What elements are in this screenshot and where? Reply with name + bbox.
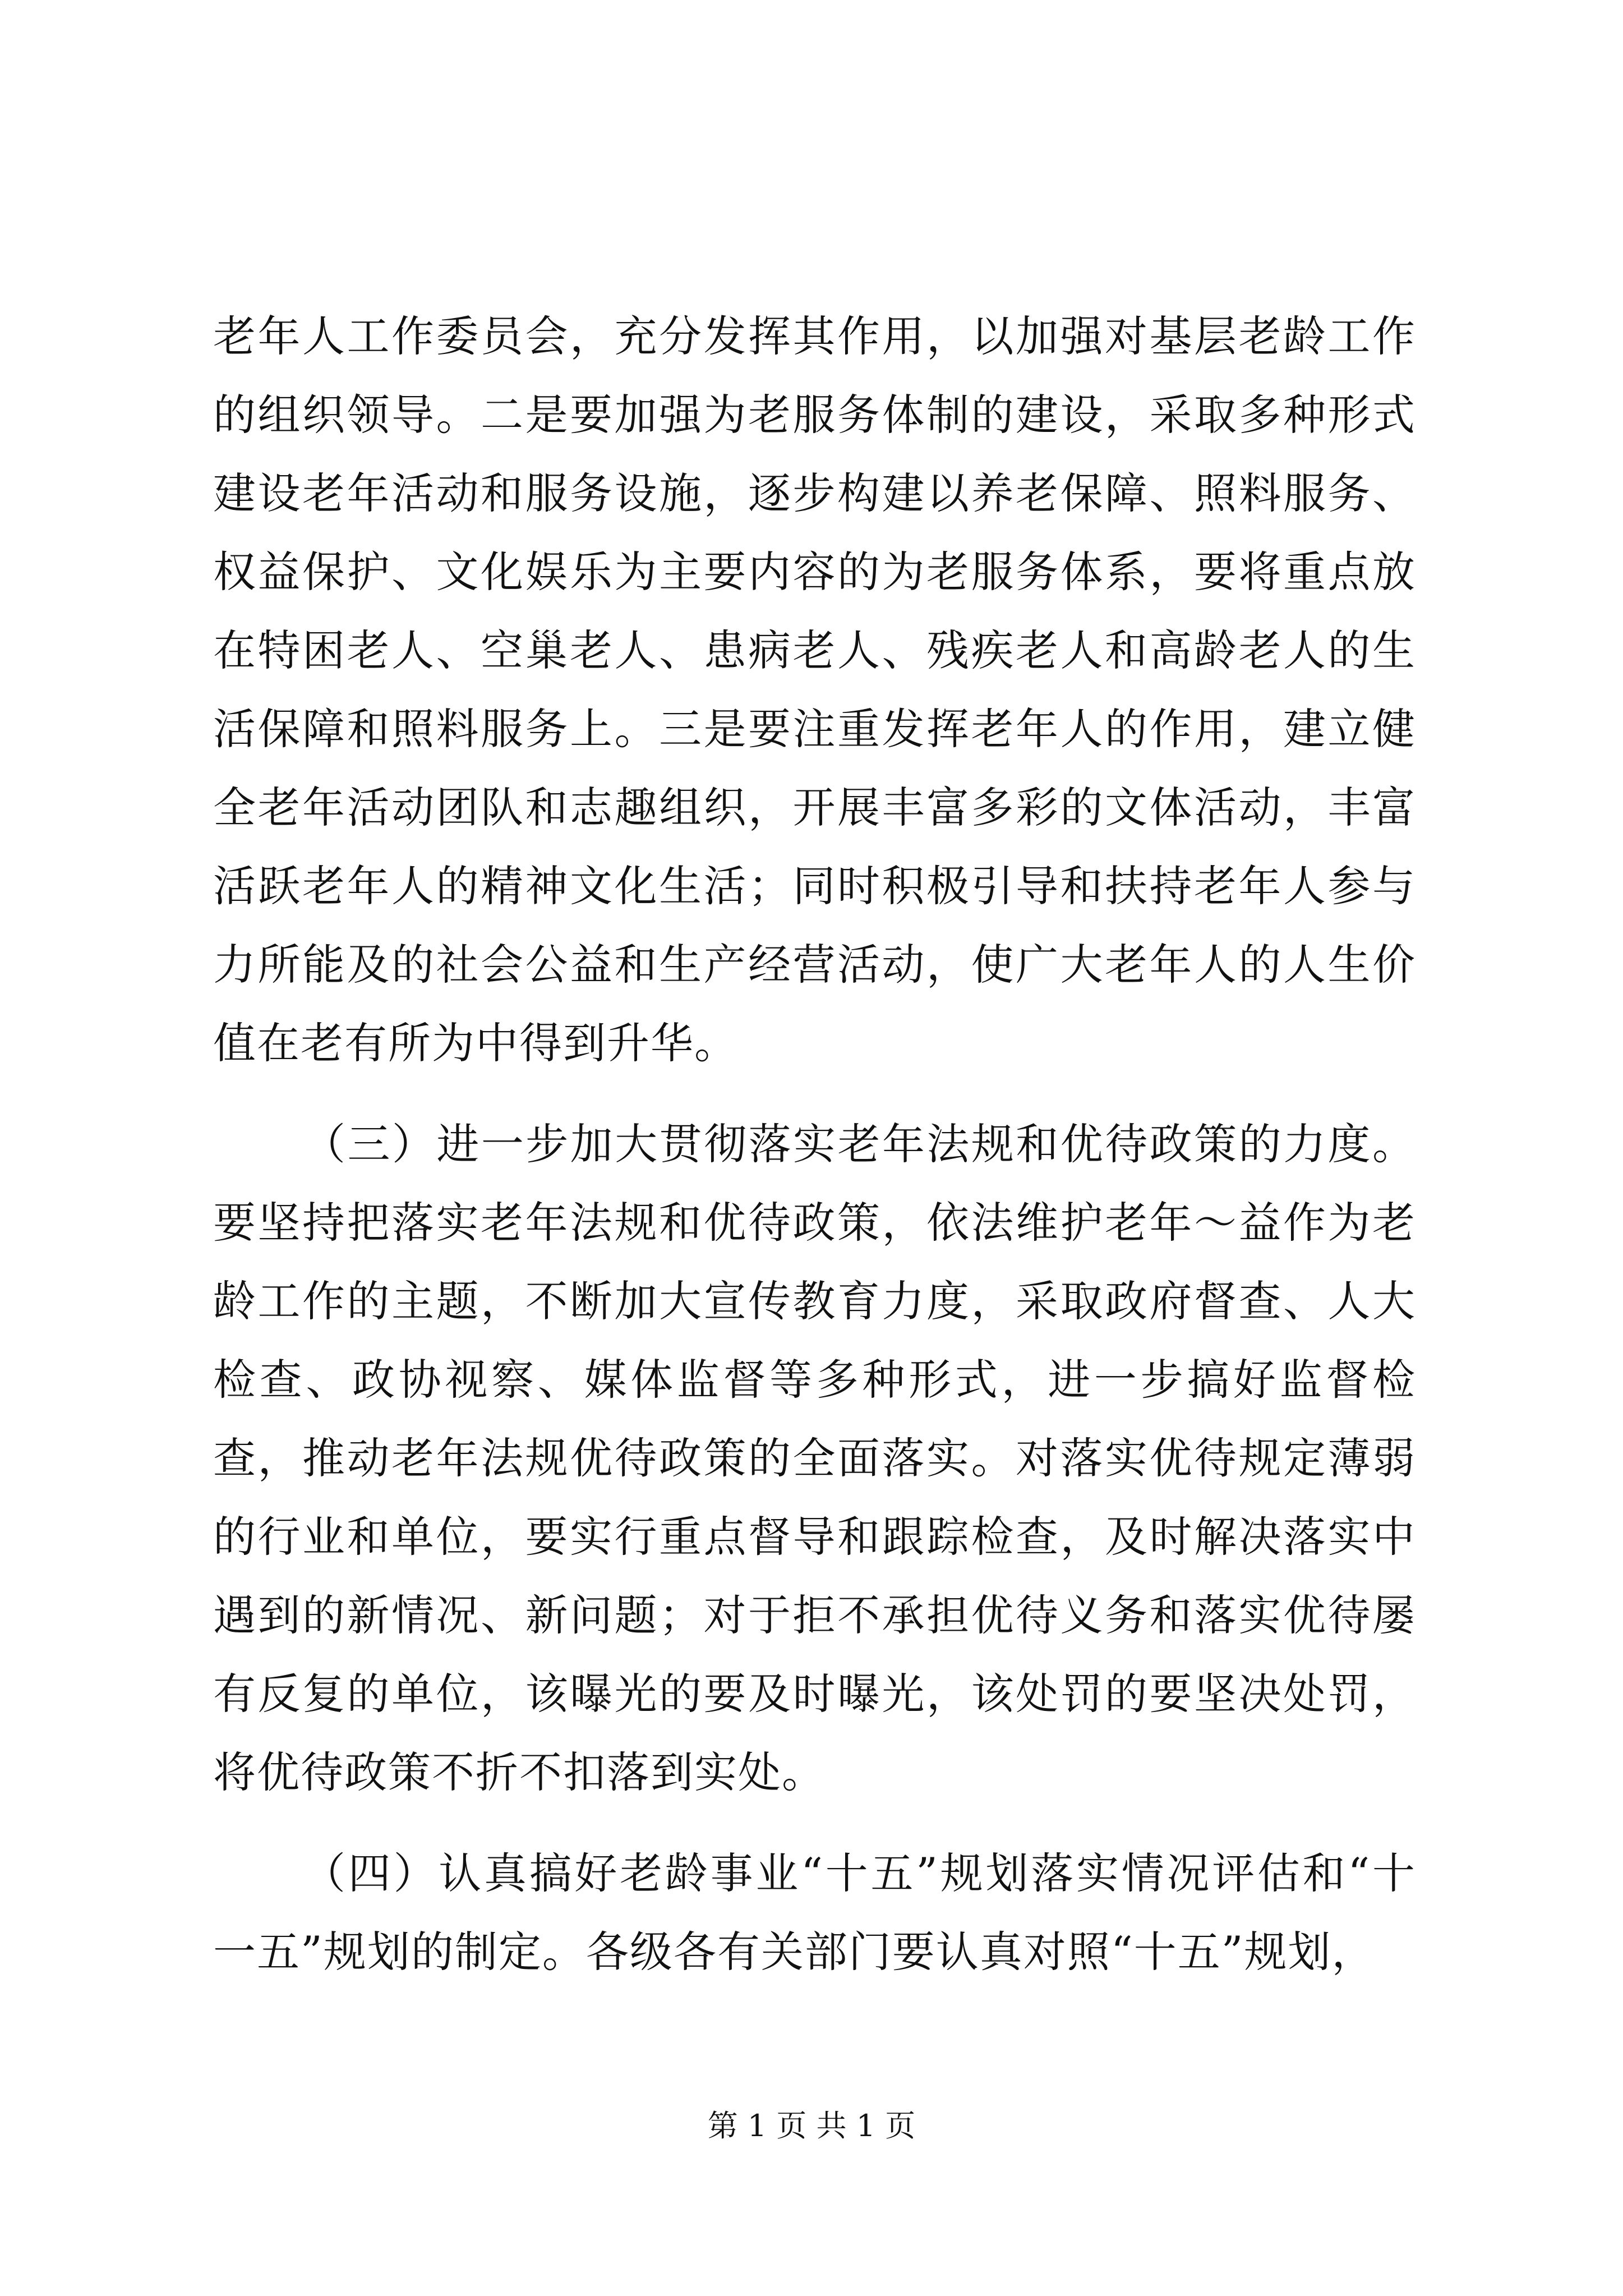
- document-body: [213, 297, 1416, 2014]
- paragraph-continued: 老年人工作委员会，充分发挥其作用，以加强对基层老龄工作的组织领导。二是要加强为老服务体制的建设，采取多种形式建设老年活动和服务设施，逐步构建以养老保障、照料服务、权益保护、文化娱乐为主要内容的为老服务体系，要将重点放在特困老人、空巢老人、患病老人、残疾老人和高龄老人的生活保障和照料服务上。三是要注重发挥老年人的作用，建立健全老年活动团队和志趣组织，开展丰富多彩的文体活动，丰富活跃老年人的精神文化生活；同时积极引导和扶持老年人参与力所能及的社会公益和生产经营活动，使广大老年人的人生价值在老有所为中得到升华。: [213, 311, 1416, 1068]
- paragraph-section-three: （三）进一步加大贯彻落实老年法规和优待政策的力度。要坚持把落实老年法规和优待政策，依法维护老年～益作为老龄工作的主题，不断加大宣传教育力度，采取政府督查、人大检查、政协视察、媒体监督等多种形式，进一步搞好监督检查，推动老年法规优待政策的全面落实。对落实优待规定薄弱的行业和单位，要实行重点督导和跟踪检查，及时解决落实中遇到的新情况、新问题；对于拒不承担优待义务和落实优待屡有反复的单位，该曝光的要及时曝光，该处罚的要坚决处罚，将优待政策不折不扣落到实处。: [213, 1119, 1416, 1797]
- page-number-footer: 第 1 页 共 1 页: [707, 2108, 916, 2143]
- paragraph-section-four: （四）认真搞好老龄事业“十五”规划落实情况评估和“十一五”规划的制定。各级各有关部门要认真对照“十五”规划，: [213, 1848, 1416, 1977]
